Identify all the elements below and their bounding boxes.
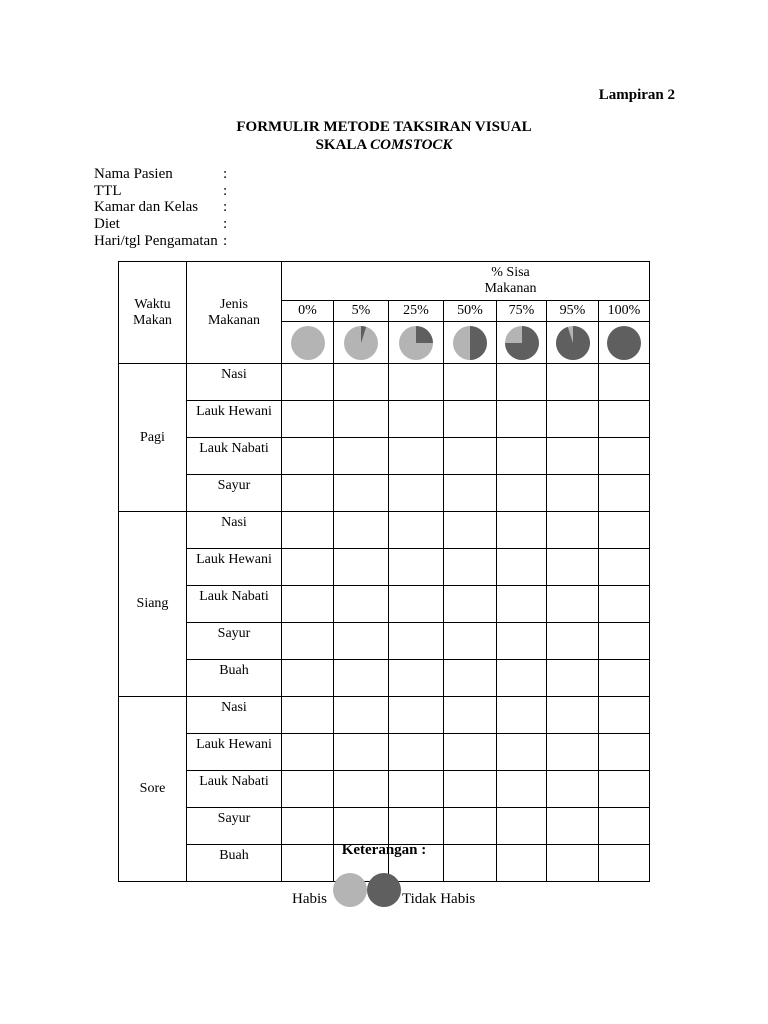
info-field-colon: : (223, 232, 228, 249)
mark-cell[interactable] (389, 734, 444, 771)
pie-95-percent-icon (555, 325, 591, 361)
pie-cell (547, 322, 599, 364)
mark-cell[interactable] (444, 549, 497, 586)
mark-cell[interactable] (547, 660, 599, 697)
subtitle-prefix: SKALA (315, 137, 371, 153)
mark-cell[interactable] (389, 623, 444, 660)
mark-cell[interactable] (599, 771, 650, 808)
mark-cell[interactable] (444, 623, 497, 660)
mark-cell[interactable] (389, 697, 444, 734)
mark-cell[interactable] (599, 364, 650, 401)
mark-cell[interactable] (282, 364, 334, 401)
pie-cell (599, 322, 650, 364)
header-waktu-makan: Waktu Makan (119, 262, 187, 364)
food-type-cell: Nasi (187, 364, 282, 401)
mark-cell[interactable] (547, 475, 599, 512)
table-row (119, 586, 650, 623)
info-field-colon: : (223, 182, 228, 199)
food-type-cell: Buah (187, 845, 282, 882)
table-row (119, 438, 650, 475)
food-type-cell: Sayur (187, 623, 282, 660)
table-row (119, 734, 650, 771)
mark-cell[interactable] (444, 734, 497, 771)
mark-cell[interactable] (334, 697, 389, 734)
mark-cell[interactable] (497, 364, 547, 401)
mark-cell[interactable] (389, 549, 444, 586)
pie-base (607, 326, 641, 360)
mark-cell[interactable] (497, 586, 547, 623)
pie-cell (334, 322, 389, 364)
mark-cell[interactable] (444, 660, 497, 697)
dark-circle-icon (367, 873, 401, 907)
mark-cell[interactable] (497, 808, 547, 845)
mark-cell[interactable] (334, 734, 389, 771)
legend-habis-label: Habis (292, 891, 327, 907)
mark-cell[interactable] (334, 660, 389, 697)
food-type-cell: Lauk Hewani (187, 549, 282, 586)
pie-cell (282, 322, 334, 364)
mark-cell[interactable] (282, 438, 334, 475)
mark-cell[interactable] (599, 808, 650, 845)
mark-cell[interactable] (599, 475, 650, 512)
mark-cell[interactable] (389, 438, 444, 475)
mark-cell[interactable] (497, 660, 547, 697)
percent-header: 100% (599, 301, 650, 322)
mark-cell[interactable] (389, 512, 444, 549)
mark-cell[interactable] (334, 623, 389, 660)
percent-header: 50% (444, 301, 497, 322)
mark-cell[interactable] (389, 364, 444, 401)
legend-title: Keterangan : (341, 842, 427, 858)
table-row (119, 808, 650, 845)
mark-cell[interactable] (334, 808, 389, 845)
food-type-cell: Lauk Nabati (187, 438, 282, 475)
pie-25-percent-icon (398, 325, 434, 361)
food-type-cell: Buah (187, 660, 282, 697)
food-type-cell: Sayur (187, 808, 282, 845)
header-jenis-makanan: Jenis Makanan (187, 262, 282, 364)
percent-header: 0% (282, 301, 334, 322)
mark-cell[interactable] (599, 512, 650, 549)
mark-cell[interactable] (547, 512, 599, 549)
percent-header: 5% (334, 301, 389, 322)
mark-cell[interactable] (547, 586, 599, 623)
pie-slice (470, 326, 487, 360)
mark-cell[interactable] (497, 475, 547, 512)
pie-75-percent-icon (504, 325, 540, 361)
mark-cell[interactable] (444, 697, 497, 734)
mark-cell[interactable] (497, 771, 547, 808)
mark-cell[interactable] (282, 660, 334, 697)
food-type-cell: Nasi (187, 697, 282, 734)
table-row (119, 512, 650, 549)
table-row (119, 475, 650, 512)
info-field-colon: : (223, 166, 228, 182)
info-field-label: Hari/tgl Pengamatan (94, 232, 218, 249)
mark-cell[interactable] (547, 401, 599, 438)
pie-slice (556, 326, 590, 360)
table-row (119, 401, 650, 438)
food-type-cell: Lauk Hewani (187, 401, 282, 438)
pie-cell (389, 322, 444, 364)
form-title: FORMULIR METODE TAKSIRAN VISUAL (236, 119, 532, 135)
mark-cell[interactable] (389, 660, 444, 697)
mark-cell[interactable] (444, 586, 497, 623)
pie-100-percent-icon (606, 325, 642, 361)
info-field-label: TTL (94, 182, 122, 199)
mark-cell[interactable] (497, 697, 547, 734)
mark-cell[interactable] (497, 623, 547, 660)
mark-cell[interactable] (547, 808, 599, 845)
mark-cell[interactable] (282, 697, 334, 734)
info-field-label: Kamar dan Kelas (94, 199, 199, 216)
mark-cell[interactable] (334, 512, 389, 549)
mark-cell[interactable] (389, 808, 444, 845)
mark-cell[interactable] (334, 364, 389, 401)
mark-cell[interactable] (599, 734, 650, 771)
mark-cell[interactable] (547, 734, 599, 771)
mark-cell[interactable] (444, 808, 497, 845)
mark-cell[interactable] (334, 549, 389, 586)
pie-5-percent-icon (343, 325, 379, 361)
table-row (119, 549, 650, 586)
mark-cell[interactable] (444, 438, 497, 475)
mark-cell[interactable] (497, 549, 547, 586)
food-type-cell: Sayur (187, 475, 282, 512)
pie-50-percent-icon (452, 325, 488, 361)
mark-cell[interactable] (497, 512, 547, 549)
food-type-cell: Lauk Nabati (187, 586, 282, 623)
percent-header: 95% (547, 301, 599, 322)
mark-cell[interactable] (389, 771, 444, 808)
table-row (119, 623, 650, 660)
legend-tidak-habis-label: Tidak Habis (402, 891, 476, 907)
mark-cell[interactable] (497, 438, 547, 475)
info-field-label: Diet (94, 216, 120, 233)
table-row (119, 697, 650, 734)
meal-time-cell: Siang (119, 512, 187, 697)
mark-cell[interactable] (334, 586, 389, 623)
subtitle-italic: COMSTOCK (370, 137, 453, 153)
visual-estimation-table (118, 261, 650, 882)
mark-cell[interactable] (547, 549, 599, 586)
sisa-line-1: % Sisa (491, 265, 530, 280)
table-row (119, 364, 650, 401)
form-subtitle (0, 137, 768, 154)
mark-cell[interactable] (599, 549, 650, 586)
mark-cell[interactable] (282, 401, 334, 438)
table-row (119, 771, 650, 808)
mark-cell[interactable] (444, 364, 497, 401)
sisa-line-2: Makanan (484, 281, 537, 296)
info-field-colon: : (223, 199, 228, 216)
light-circle-icon (333, 873, 367, 907)
food-type-cell: Lauk Hewani (187, 734, 282, 771)
mark-cell[interactable] (599, 586, 650, 623)
mark-cell[interactable] (282, 512, 334, 549)
mark-cell[interactable] (444, 771, 497, 808)
mark-cell[interactable] (334, 401, 389, 438)
mark-cell[interactable] (282, 475, 334, 512)
pie-cell (497, 322, 547, 364)
mark-cell[interactable] (282, 808, 334, 845)
table-row (119, 660, 650, 697)
percent-header: 75% (497, 301, 547, 322)
mark-cell[interactable] (599, 401, 650, 438)
mark-cell[interactable] (599, 623, 650, 660)
mark-cell[interactable] (547, 697, 599, 734)
info-field-label: Nama Pasien (94, 166, 173, 182)
meal-time-cell: Sore (119, 697, 187, 882)
header-sisa-makanan (282, 262, 650, 301)
mark-cell[interactable] (497, 734, 547, 771)
mark-cell[interactable] (334, 475, 389, 512)
percent-header: 25% (389, 301, 444, 322)
mark-cell[interactable] (334, 438, 389, 475)
mark-cell[interactable] (547, 623, 599, 660)
mark-cell[interactable] (497, 401, 547, 438)
food-type-cell: Nasi (187, 512, 282, 549)
info-field-colon: : (223, 216, 228, 233)
mark-cell[interactable] (547, 438, 599, 475)
pie-slice (416, 326, 433, 343)
mark-cell[interactable] (282, 623, 334, 660)
pie-0-percent-icon (290, 325, 326, 361)
mark-cell[interactable] (444, 475, 497, 512)
mark-cell[interactable] (599, 660, 650, 697)
mark-cell[interactable] (599, 697, 650, 734)
mark-cell[interactable] (444, 401, 497, 438)
mark-cell[interactable] (444, 512, 497, 549)
mark-cell[interactable] (389, 586, 444, 623)
mark-cell[interactable] (282, 771, 334, 808)
food-type-cell: Lauk Nabati (187, 771, 282, 808)
mark-cell[interactable] (389, 401, 444, 438)
mark-cell[interactable] (599, 438, 650, 475)
mark-cell[interactable] (282, 586, 334, 623)
attachment-label: Lampiran 2 (598, 87, 675, 103)
mark-cell[interactable] (547, 771, 599, 808)
pie-cell (444, 322, 497, 364)
mark-cell[interactable] (547, 364, 599, 401)
pie-base (291, 326, 325, 360)
mark-cell[interactable] (282, 734, 334, 771)
mark-cell[interactable] (334, 771, 389, 808)
meal-time-cell: Pagi (119, 364, 187, 512)
mark-cell[interactable] (282, 549, 334, 586)
mark-cell[interactable] (389, 475, 444, 512)
